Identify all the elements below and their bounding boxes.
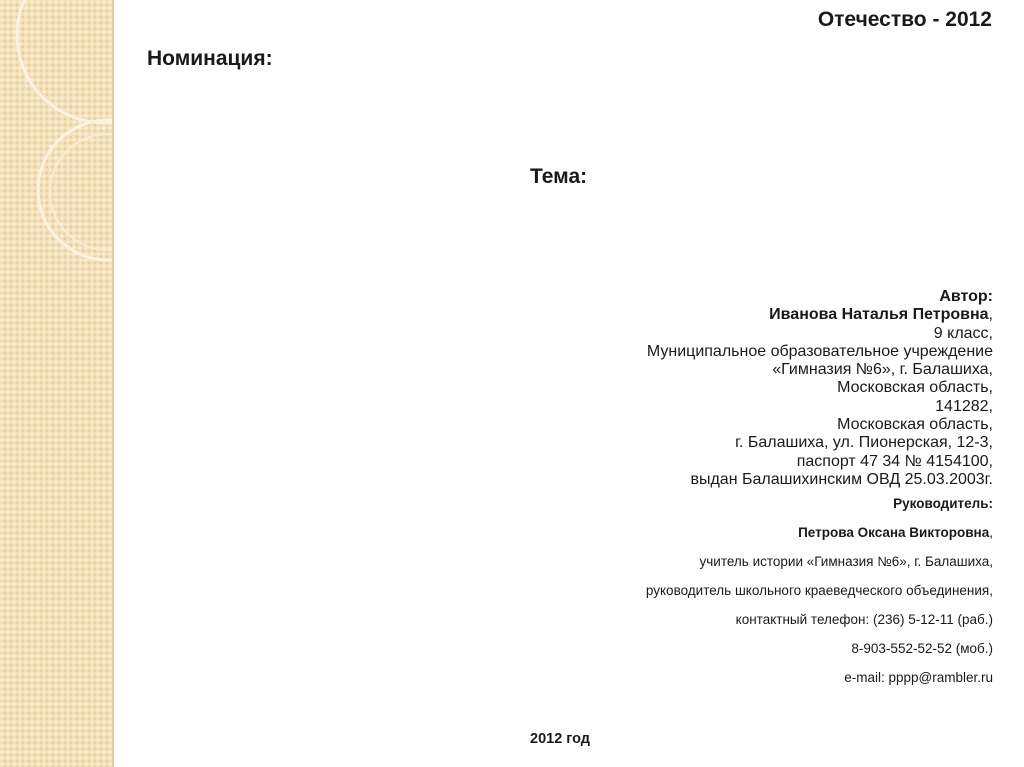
supervisor-email: e-mail: pppp@rambler.ru [844,670,993,685]
author-school: «Гимназия №6», г. Балашиха, [772,361,993,379]
author-name: Иванова Наталья Петровна [769,306,989,324]
author-name-line [647,306,993,324]
author-label: Автор: [939,288,993,305]
author-passport-issued: выдан Балашихинским ОВД 25.03.2003г. [690,470,993,488]
author-passport: паспорт 47 34 № 4154100, [796,452,993,470]
slide-title: Отечество - 2012 [817,8,992,31]
large-ring [17,0,112,123]
supervisor-name-line [646,525,993,541]
author-postcode: 141282, [935,397,993,415]
author-address: г. Балашиха, ул. Пионерская, 12-3, [735,434,993,452]
supervisor-position: учитель истории «Гимназия №6», г. Балашиха, [699,554,993,569]
author-region-2: Московская область, [837,416,993,434]
inner-ring [50,134,112,250]
supervisor-label: Руководитель: [893,496,993,511]
author-block [647,288,993,489]
decorative-rings-graphic [0,0,112,767]
author-name-suffix: , [988,306,993,324]
supervisor-name: Петрова Оксана Викторовна [798,525,990,540]
footer-year: 2012 год [530,731,591,747]
supervisor-name-suffix: , [989,525,993,540]
supervisor-block [646,496,993,699]
side-band-edge [112,0,114,767]
theme-label: Тема: [530,165,588,188]
supervisor-mobile-phone: 8-903-552-52-52 (моб.) [851,641,993,656]
decorative-side-band [0,0,112,767]
supervisor-work-phone: контактный телефон: (236) 5-12-11 (раб.) [735,612,993,627]
author-grade: 9 класс, [933,324,993,342]
author-region: Московская область, [837,379,993,397]
supervisor-club: руководитель школьного краеведческого объединения, [645,583,993,598]
nomination-label: Номинация: [147,47,273,70]
author-institution: Муниципальное образовательное учреждение [646,342,993,360]
